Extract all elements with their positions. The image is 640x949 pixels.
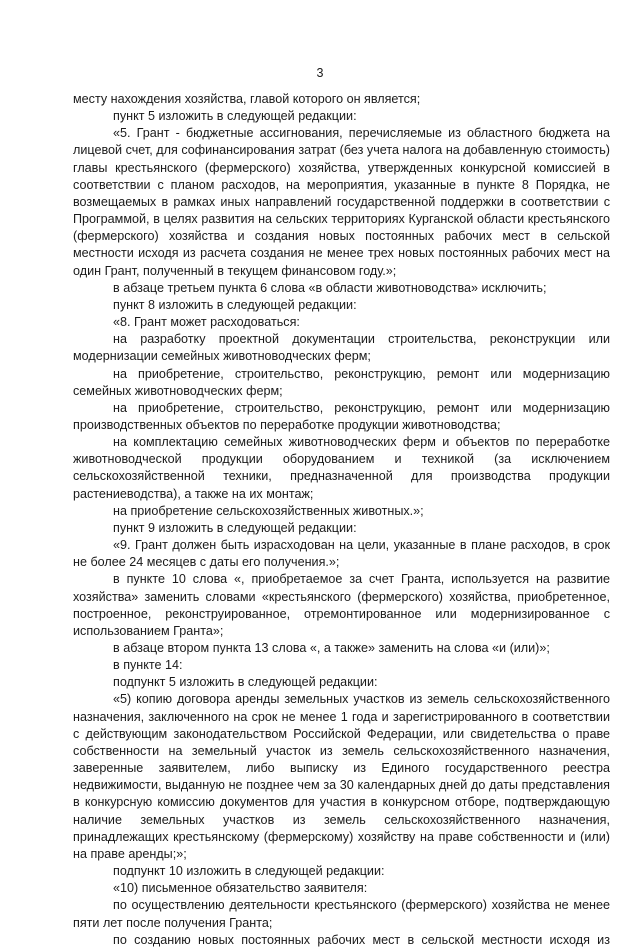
paragraph-subitem-5-intro: подпункт 5 изложить в следующей редакции: bbox=[113, 675, 378, 690]
page-number: 3 bbox=[316, 66, 324, 80]
paragraph-obligation-item: по осуществлению деятельности крестьянского (фермерского) хозяйства не менее пяти лет после получения Гранта; bbox=[73, 898, 610, 930]
paragraph-continuation: месту нахождения хозяйства, главой которого он является; bbox=[73, 92, 421, 106]
paragraph-grant-definition: «5. Грант - бюджетные ассигнования, перечисляемые из областного бюджета на лицевой счет, для софинансирования затрат (без учета налога на добавленную стоимость) главы крестьянского (фермерского) хозяйства, утвержденных конкурсной комиссией в соответствии с планом расходов, на мероприятия, указанные в пункте 8 Порядка, не возмещаемых в рамках иных направлений государственной поддержки в соответствии с Программой, в целях развития на сельских территориях Курганской области крестьянского (фермерского) хозяйства и создания новых постоянных рабочих мест в сельской местности исходя из расчета создания не менее трех новых постоянных рабочих мест на один Грант, полученный в текущем финансовом году.»; bbox=[73, 126, 610, 278]
paragraph-item-8-intro: пункт 8 изложить в следующей редакции: bbox=[113, 297, 357, 312]
paragraph-item-6-amendment: в абзаце третьем пункта 6 слова «в области животноводства» исключить; bbox=[113, 280, 547, 295]
paragraph-list-item: на приобретение, строительство, реконструкцию, ремонт или модернизацию семейных животноводческих ферм; bbox=[73, 366, 610, 398]
paragraph-list-item: на разработку проектной документации строительства, реконструкции или модернизации семейных животноводческих ферм; bbox=[73, 332, 610, 364]
paragraph-list-item: на комплектацию семейных животноводческих ферм и объектов по переработке животноводческой продукции оборудованием и техникой (за исключением сельскохозяйственной техники, предназначенной для производства продукции растениеводства), а также на их монтаж; bbox=[73, 435, 610, 501]
paragraph-subitem-10-text: «10) письменное обязательство заявителя: bbox=[113, 881, 368, 896]
paragraph-item-13-amendment: в абзаце втором пункта 13 слова «, а также» заменить на слова «и (или)»; bbox=[113, 641, 550, 655]
paragraph-list-item: на приобретение сельскохозяйственных животных.»; bbox=[113, 503, 424, 518]
paragraph-item-10-amendment: в пункте 10 слова «, приобретаемое за счет Гранта, используется на развитие хозяйства» заменить словами «крестьянского (фермерского) хозяйства, приобретенное, построенное, реконструированное, отремонтированное или модернизированное с использованием Гранта»; bbox=[73, 572, 610, 638]
paragraph-item-14-intro: в пункте 14: bbox=[113, 658, 183, 673]
paragraph-item-5-intro: пункт 5 изложить в следующей редакции: bbox=[113, 109, 357, 124]
document-body bbox=[73, 91, 610, 949]
paragraph-item-9-text: «9. Грант должен быть израсходован на цели, указанные в плане расходов, в срок не более 24 месяцев с даты его получения.»; bbox=[73, 538, 610, 570]
paragraph-item-8-text: «8. Грант может расходоваться: bbox=[113, 315, 300, 330]
paragraph-subitem-10-intro: подпункт 10 изложить в следующей редакции: bbox=[113, 864, 385, 879]
paragraph-subitem-5-text: «5) копию договора аренды земельных участков из земель сельскохозяйственного назначения, заключенного на срок не менее 1 года и зарегистрированного в соответствии с действующим законодательством Российской Федерации, или свидетельства о праве собственности на земельный участок из земель сельскохозяйственного назначения, заверенные заявителем, либо выписку из Единого государственного реестра недвижимости, выданную не позднее чем за 30 календарных дней до даты представления в конкурсную комиссию документов для участия в конкурсном отборе, подтверждающую наличие земельных участков из земель сельскохозяйственного назначения, принадлежащих крестьянскому (фермерскому) хозяйству на праве собственности и (или) на праве аренды;»; bbox=[73, 692, 610, 861]
paragraph-obligation-item: по созданию новых постоянных рабочих мест в сельской местности исходя из bbox=[113, 932, 610, 947]
paragraph-list-item: на приобретение, строительство, реконструкцию, ремонт или модернизацию производственных объектов по переработке продукции животноводства; bbox=[73, 400, 610, 432]
paragraph-item-9-intro: пункт 9 изложить в следующей редакции: bbox=[113, 520, 357, 535]
